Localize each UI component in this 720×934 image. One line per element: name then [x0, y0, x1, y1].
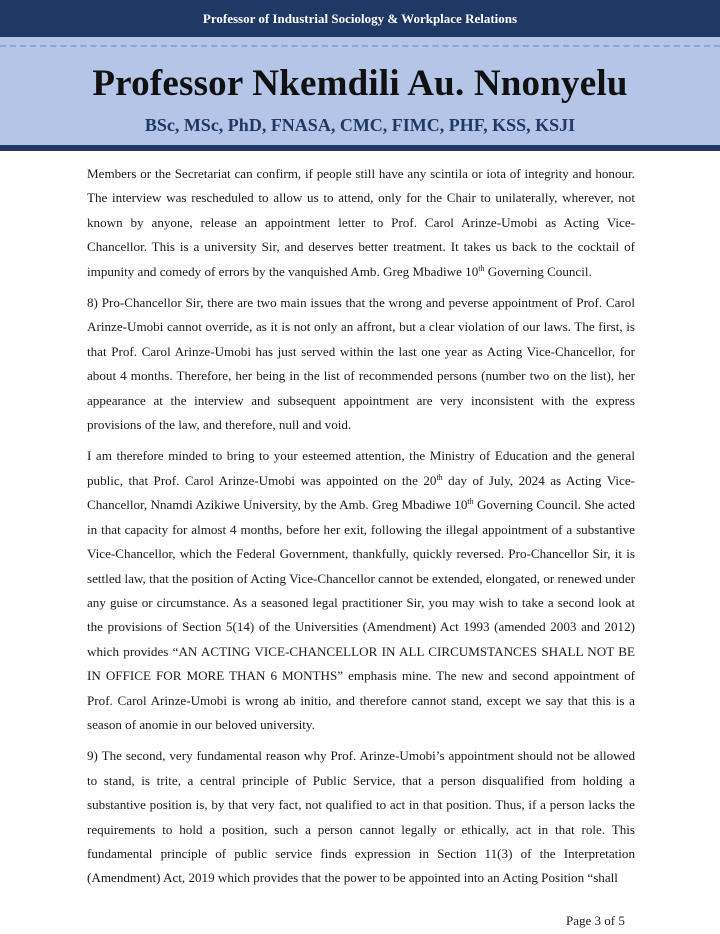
header-banner — [0, 0, 720, 37]
author-credentials: BSc, MSc, PhD, FNASA, CMC, FIMC, PHF, KSS, KSJI — [144, 115, 576, 135]
paragraph: Members or the Secretariat can confirm, if people still have any scintila or iota of integrity and honour. The interview was rescheduled to allow us to attend, only for the Chair to unilaterally, wherever, not known by anyone, release an appointment letter to Prof. Carol Arinze-Umobi as Acting Vice-Chancellor. This is a university Sir, and deserves better treatment. It takes us back to the cocktail of impunity and comedy of errors by the vanquished Amb. Greg Mbadiwe 10th Governing Council. — [87, 166, 635, 279]
dashed-divider — [0, 45, 720, 47]
page-number: Page 3 of 5 — [566, 913, 625, 928]
decorative-band — [0, 37, 720, 55]
letterhead — [0, 55, 720, 145]
paragraph: I am therefore minded to bring to your esteemed attention, the Ministry of Education and the general public, that Prof. Carol Arinze-Umobi was appointed on the 20th day of July, 2024 as Acting Vice-Chancellor, Nnamdi Azikiwe University, by the Amb. Greg Mbadiwe 10th Governing Council. She acted in that capacity for almost 4 months, before her exit, following the illegal appointment of a substantive Vice-Chancellor, which the Federal Government, thankfully, quickly reversed. Pro-Chancellor Sir, it is settled law, that the position of Acting Vice-Chancellor cannot be extended, elongated, or renewed under any guise or circumstance. As a seasoned legal practitioner Sir, you may wish to take a second look at the provisions of Section 5(14) of the Universities (Amendment) Act 1993 (amended 2003 and 2012) which provides “AN ACTING VICE-CHANCELLOR IN ALL CIRCUMSTANCES SHALL NOT BE IN OFFICE FOR MORE THAN 6 MONTHS” emphasis mine. The new and second appointment of Prof. Carol Arinze-Umobi is wrong ab initio, and therefore cannot stand, except we say that this is a season of anomie in our beloved university. — [87, 448, 635, 732]
letter-body — [87, 162, 635, 898]
header-rule — [0, 145, 720, 151]
banner-text: Professor of Industrial Sociology & Workplace Relations — [202, 10, 518, 26]
author-name: Professor Nkemdili Au. Nnonyelu — [92, 63, 628, 104]
paragraph: 9) The second, very fundamental reason why Prof. Arinze-Umobi’s appointment should not be allowed to stand, is trite, a central principle of Public Service, that a person disqualified from holding a substantive position is, by that very fact, not qualified to act in that position. Thus, if a person lacks the requirements to hold a position, such a person cannot legally or ethically, act in that role. This fundamental principle of public service finds expression in Section 11(3) of the Interpretation (Amendment) Act, 2019 which provides that the power to be appointed into an Acting Position “shall — [87, 748, 635, 886]
paragraph: 8) Pro-Chancellor Sir, there are two main issues that the wrong and peverse appointment of Prof. Carol Arinze-Umobi cannot override, as it is not only an affront, but a clear violation of our laws. The first, is that Prof. Carol Arinze-Umobi has just served within the last one year as Acting Vice-Chancellor, for about 4 months. Therefore, her being in the list of recommended persons (number two on the list), her appearance at the interview and subsequent appointment are very inconsistent with the express provisions of the law, and therefore, null and void. — [87, 295, 635, 433]
